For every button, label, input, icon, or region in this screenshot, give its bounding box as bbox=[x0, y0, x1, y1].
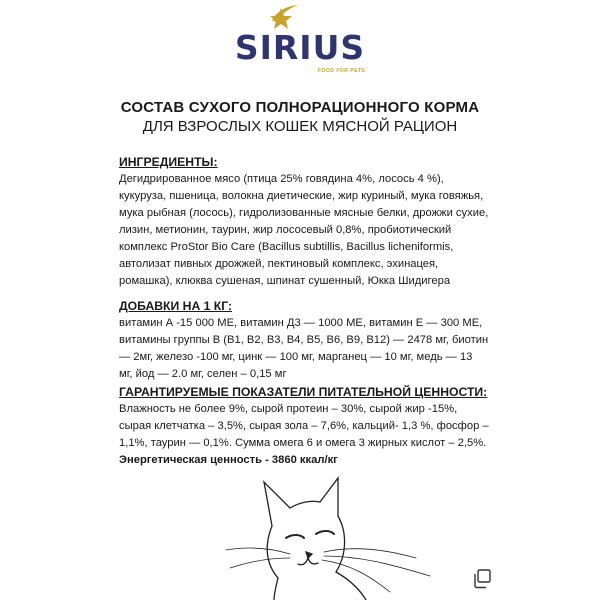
energy-value: Энергетическая ценность - 3860 ккал/кг bbox=[119, 454, 338, 466]
copy-icon[interactable] bbox=[472, 568, 492, 590]
nutrition-text: Влажность не более 9%, сырой протеин – 30%, сырой жир -15%, сырая клетчатка – 3,5%, сырая зола – 7,6%, кальций- 1,3 %, фосфор – 1,1%, таурин — 0,1%. Сумма омега 6 и омега 3 жирных кислот – 2,5%. bbox=[119, 403, 489, 449]
additives-section bbox=[119, 298, 489, 383]
additives-text: витамин А -15 000 МЕ, витамин Д3 — 1000 МЕ, витамин Е — 300 МЕ, витамины группы В (В1, В2, В3, В4, В5, В6, В9, В12) — 2478 мг, биотин — 2мг, железо -100 мг, цинк — 100 мг, марганец — 10 мг, медь — 13 мг, йод — 2.0 мг, селен – 0,15 мг bbox=[119, 317, 489, 380]
nutrition-section bbox=[119, 384, 489, 469]
title-line-1: СОСТАВ СУХОГО ПОЛНОРАЦИОННОГО КОРМА bbox=[120, 99, 480, 116]
cat-icon bbox=[220, 468, 460, 600]
brand-name: SIRIUS bbox=[234, 28, 366, 67]
title-line-2: ДЛЯ ВЗРОСЛЫХ КОШЕК МЯСНОЙ РАЦИОН bbox=[142, 118, 458, 135]
brand-logo bbox=[0, 0, 600, 80]
ingredients-section bbox=[119, 154, 489, 290]
ingredients-heading: ИНГРЕДИЕНТЫ: bbox=[119, 155, 218, 169]
nutrition-heading: ГАРАНТИРУЕМЫЕ ПОКАЗАТЕЛИ ПИТАТЕЛЬНОЙ ЦЕННОСТИ: bbox=[119, 385, 488, 399]
document-title bbox=[0, 98, 600, 136]
additives-heading: ДОБАВКИ НА 1 КГ: bbox=[119, 299, 233, 313]
ingredients-text: Дегидрированное мясо (птица 25% говядина 4%, лосось 4 %), кукуруза, пшеница, волокна диетические, жир куриный, мука говяжья, мука рыбная (лосось), гидролизованные мясные белки, дрожжи сухие, лизин, метионин, таурин, жир лососевый 0,8%, пробиотический комплекс ProStor Bio Care (Bacillus subtillis, Bacillus licheniformis, автолизат пивных дрожжей, пектиновый комплекс, эхинацея, ромашка), клюква сушеная, шпинат сушенный, Юкка Шидигера bbox=[119, 173, 489, 287]
brand-tagline: FOOD FOR PETS bbox=[318, 68, 366, 74]
